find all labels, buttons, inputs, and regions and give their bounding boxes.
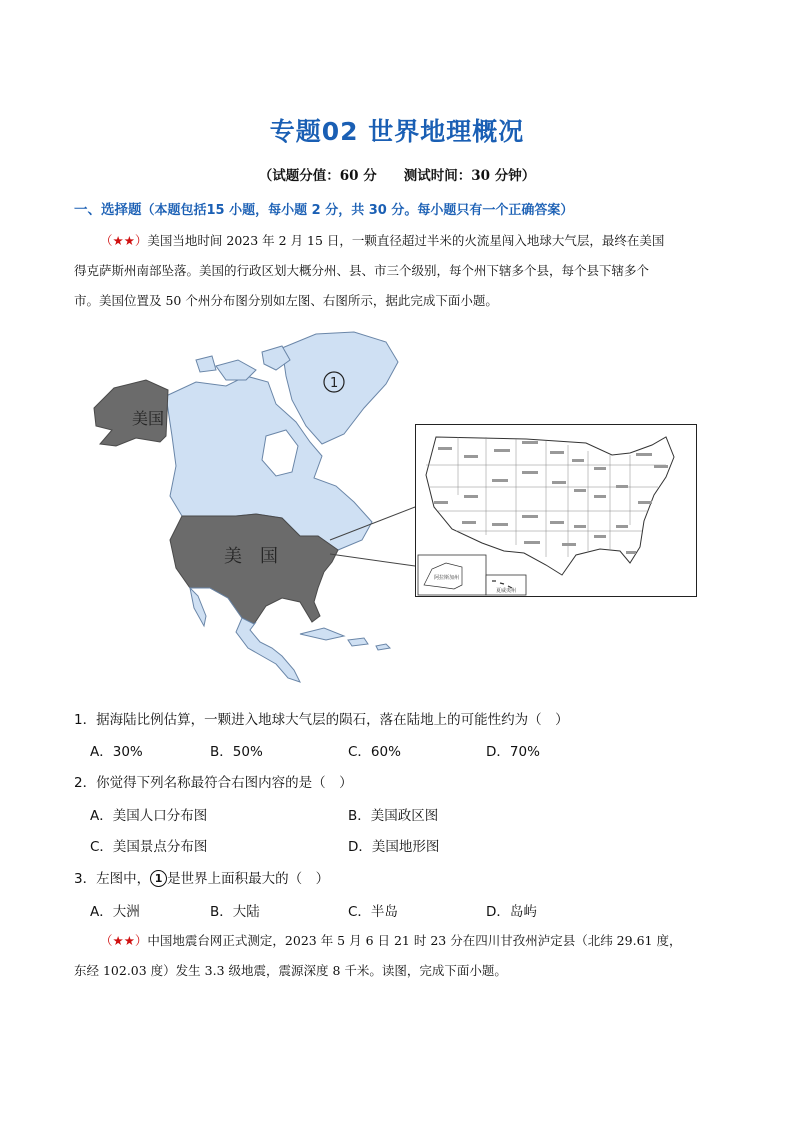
question-2-stem: 2．你觉得下列名称最符合右图内容的是（ ） [74,775,353,791]
inset-alaska-label: 阿拉斯加州 [434,575,460,581]
passage-1-line-1: （★★）美国当地时间 2023 年 2 月 15 日，一颗直径超过半米的火流星闯入地球大气层，最终在美国 [100,233,665,248]
q2-option-a[interactable]: A．美国人口分布图 [90,808,208,824]
section-note: （本题包括15 小题，每小题 2 分，共 30 分。每小题只有一个正确答案） [141,203,574,218]
question-1-stem: 1．据海陆比例估算，一颗进入地球大气层的陨石，落在陆地上的可能性约为（ ） [74,712,569,728]
q1-option-b[interactable]: B．50% [210,744,263,760]
passage-2-line-1: （★★）中国地震台网正式测定，2023 年 5 月 6 日 21 时 23 分在四川甘孜州泸定县（北纬 29.61 度， [100,933,682,948]
label-greenland: 1 [330,376,339,391]
q3-option-a[interactable]: A．大洲 [90,904,140,920]
q1-option-a[interactable]: A．30% [90,744,143,760]
inset-hawaii-label: 夏威夷州 [496,588,517,594]
section-title: 一、选择题 [74,202,142,218]
q2-option-c[interactable]: C．美国景点分布图 [90,839,208,855]
passage-2 [74,926,726,986]
label-alaska: 美国 [132,409,165,428]
circled-number-1: 1 [150,870,167,887]
difficulty-stars-2: （★★） [100,933,148,948]
page-title: 专题02 世界地理概况 [269,117,525,146]
q1-option-d[interactable]: D．70% [486,744,540,760]
q3-option-d[interactable]: D．岛屿 [486,904,537,920]
test-info: （试题分值：60 分 测试时间：30 分钟） [258,168,536,184]
label-usa: 美 国 [224,546,278,567]
q3-option-b[interactable]: B．大陆 [210,904,260,920]
us-states-map-svg [416,425,696,596]
question-3-stem: 3．左图中， 1 是世界上面积最大的（ ） [74,871,330,887]
q1-option-c[interactable]: C．60% [348,744,401,760]
us-states-map [415,424,697,597]
q3-option-c[interactable]: C．半岛 [348,904,398,920]
q2-option-b[interactable]: B．美国政区图 [348,808,439,824]
passage-2-line-2: 东经 102.03 度）发生 3.3 级地震，震源深度 8 千米。读图，完成下面小题。 [74,963,507,978]
q2-option-d[interactable]: D．美国地形图 [348,839,440,855]
passage-1-line-3: 市。美国位置及 50 个州分布图分别如左图、右图所示，据此完成下面小题。 [74,293,498,308]
difficulty-stars: （★★） [100,233,148,248]
passage-1-line-2: 得克萨斯州南部坠落。美国的行政区划大概分州、县、市三个级别，每个州下辖多个县，每个县下辖多个 [74,263,650,278]
us-outline [426,437,674,575]
